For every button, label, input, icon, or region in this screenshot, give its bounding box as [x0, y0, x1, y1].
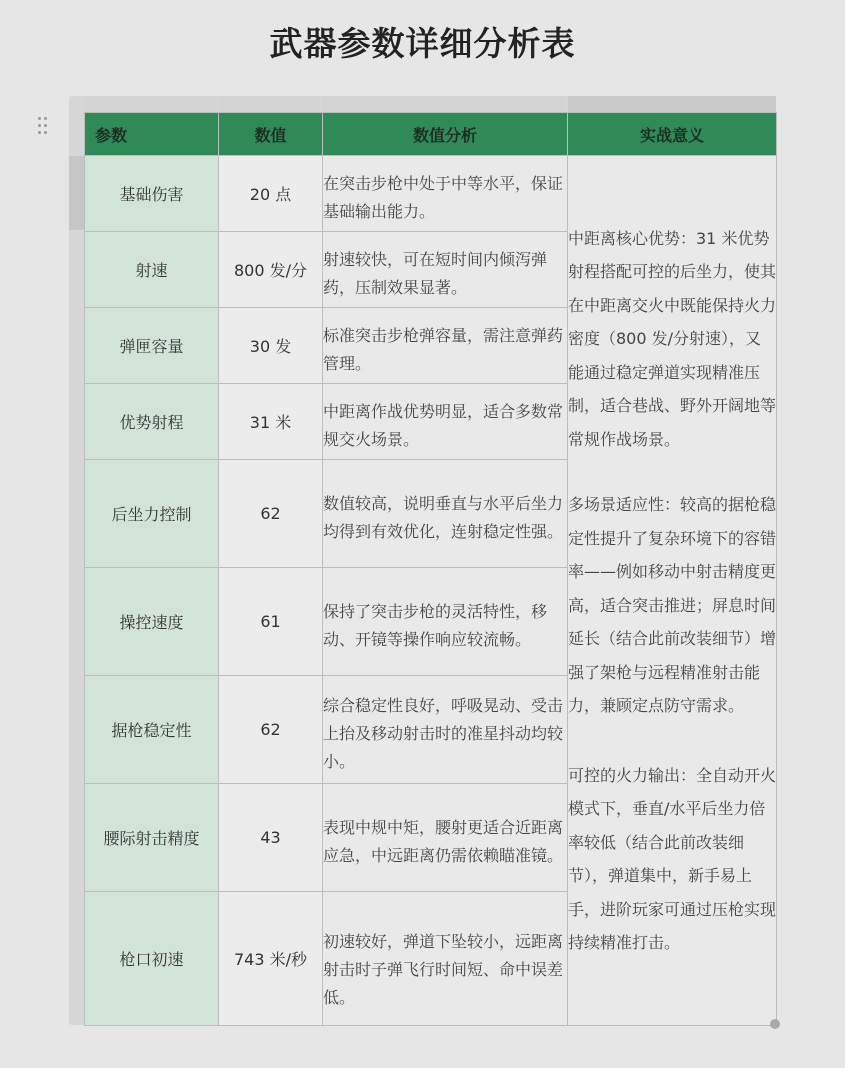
value-cell[interactable]: 62 [219, 676, 323, 784]
header-analysis[interactable]: 数值分析 [323, 113, 568, 156]
header-meaning[interactable]: 实战意义 [568, 113, 777, 156]
analysis-cell[interactable] [323, 308, 568, 384]
analysis-cell[interactable] [323, 784, 568, 892]
header-param[interactable]: 参数 [85, 113, 219, 156]
analysis-cell[interactable] [323, 232, 568, 308]
value-cell[interactable]: 30 发 [219, 308, 323, 384]
analysis-cell[interactable] [323, 568, 568, 676]
analysis-text: 初速较好，弹道下坠较小，远距离射击时子弹飞行时间短、命中误差低。 [323, 931, 564, 1007]
value-cell[interactable]: 743 米/秒 [219, 892, 323, 1026]
param-cell[interactable]: 基础伤害 [85, 156, 219, 232]
table-header-row [85, 113, 777, 156]
param-cell[interactable]: 腰际射击精度 [85, 784, 219, 892]
analysis-text: 标准突击步枪弹容量，需注意弹药管理。 [323, 325, 564, 373]
analysis-text: 射速较快，可在短时间内倾泻弹药，压制效果显著。 [323, 249, 548, 297]
param-cell[interactable]: 枪口初速 [85, 892, 219, 1026]
value-cell[interactable]: 43 [219, 784, 323, 892]
value-cell[interactable]: 62 [219, 460, 323, 568]
drag-handle-icon[interactable] [38, 117, 48, 135]
param-cell[interactable]: 弹匣容量 [85, 308, 219, 384]
analysis-cell[interactable] [323, 892, 568, 1026]
analysis-text: 在突击步枪中处于中等水平，保证基础输出能力。 [323, 173, 564, 221]
column-handle[interactable] [568, 96, 776, 112]
table-row [85, 156, 777, 232]
analysis-cell[interactable] [323, 460, 568, 568]
header-value[interactable]: 数值 [219, 113, 323, 156]
column-handle[interactable] [323, 96, 566, 112]
analysis-cell[interactable] [323, 156, 568, 232]
column-handle[interactable] [84, 96, 217, 112]
param-cell[interactable]: 优势射程 [85, 384, 219, 460]
page-title: 武器参数详细分析表 [269, 24, 576, 63]
value-cell[interactable]: 800 发/分 [219, 232, 323, 308]
value-cell[interactable]: 61 [219, 568, 323, 676]
param-cell[interactable]: 据枪稳定性 [85, 676, 219, 784]
analysis-text: 保持了突击步枪的灵活特性，移动、开镜等操作响应较流畅。 [323, 601, 548, 649]
column-handle[interactable] [219, 96, 320, 112]
analysis-text: 数值较高，说明垂直与水平后坐力均得到有效优化，连射稳定性强。 [323, 493, 564, 541]
meaning-paragraph: 多场景适应性：较高的据枪稳定性提升了复杂环境下的容错率——例如移动中射击精度更高，适合突击推进；屏息时间延长（结合此前改装细节）增强了架枪与远程精准射击能力，兼顾定点防守需求。 [568, 495, 777, 715]
row-handle[interactable] [69, 156, 84, 230]
meaning-paragraph: 可控的火力输出：全自动开火模式下，垂直/水平后坐力倍率较低（结合此前改装细节），弹道集中，新手易上手，进阶玩家可通过压枪实现持续精准打击。 [568, 765, 777, 952]
table-resize-handle[interactable] [770, 1019, 780, 1029]
analysis-cell[interactable] [323, 676, 568, 784]
analysis-text: 表现中规中矩，腰射更适合近距离应急，中远距离仍需依赖瞄准镜。 [323, 817, 564, 865]
param-cell[interactable]: 后坐力控制 [85, 460, 219, 568]
param-cell[interactable]: 操控速度 [85, 568, 219, 676]
analysis-text: 综合稳定性良好，呼吸晃动、受击上抬及移动射击时的准星抖动均较小。 [323, 695, 564, 771]
meaning-paragraph: 中距离核心优势：31 米优势射程搭配可控的后坐力，使其在中距离交火中既能保持火力密度（800 发/分射速），又能通过稳定弹道实现精准压制，适合巷战、野外开阔地等常规作战场景。 [568, 228, 777, 449]
param-cell[interactable]: 射速 [85, 232, 219, 308]
weapon-params-table [84, 112, 777, 1026]
analysis-cell[interactable] [323, 384, 568, 460]
analysis-text: 中距离作战优势明显，适合多数常规交火场景。 [323, 401, 564, 449]
meaning-cell[interactable] [568, 156, 777, 1026]
value-cell[interactable]: 20 点 [219, 156, 323, 232]
value-cell[interactable]: 31 米 [219, 384, 323, 460]
